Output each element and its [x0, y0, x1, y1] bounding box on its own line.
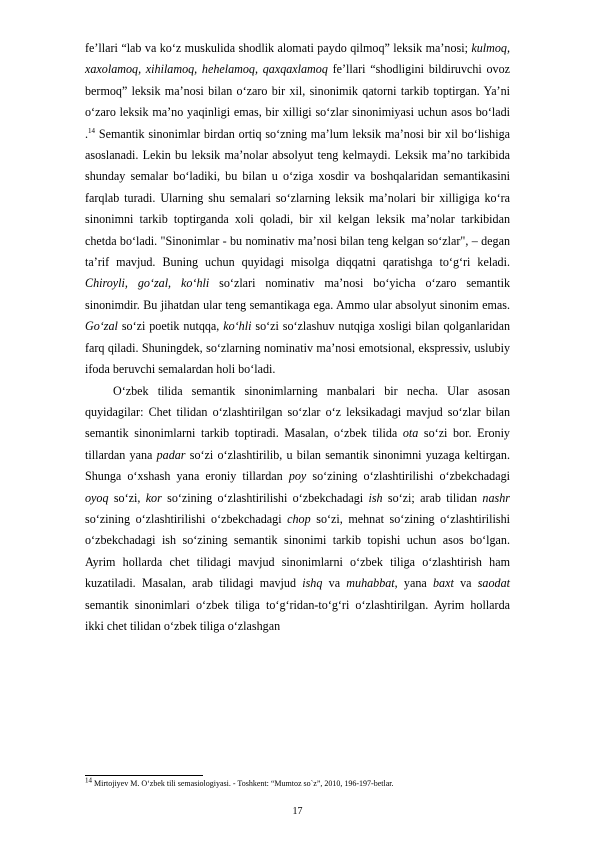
- text-run: , yana: [394, 576, 433, 591]
- italic-term: padar: [156, 447, 186, 462]
- footnote-text: Mirtojiyev M. O‘zbek tili semasiologiyasi. - Toshkent: “Mumtoz so`z”, 2010, 196-197-betlar.: [92, 779, 394, 788]
- italic-term: Go‘zal: [85, 319, 118, 334]
- text-run: va: [453, 576, 478, 591]
- italic-term: nashr: [482, 490, 510, 505]
- italic-term: kulmoq, xaxolamoq, xihilamoq, hehelamoq, qaxqaxlamoq: [85, 41, 510, 77]
- text-run: so‘zi bor. Eroniy tillardan yana: [85, 426, 510, 462]
- italic-term: oyoq: [85, 490, 109, 505]
- italic-term: baxt: [433, 576, 454, 591]
- text-run: va: [322, 576, 347, 591]
- text-run: fe’llari “lab va ko‘z muskulida shodlik alomati paydo qilmoq” leksik ma’nosi;: [85, 41, 472, 55]
- text-run: Semantik sinonimlar birdan ortiq so‘zning ma’lum leksik ma’nosi bir xil bo‘lishiga asoslanadi. Lekin bu leksik ma’nolar absolyut teng kelmaydi. Leksik ma’no tarkibida shunday semalar bo‘ladiki, bu bilan u o‘ziga xosdir va boshqalaridan semantikasini farqlab turadi. Ularning shu semalari so‘zlarning leksik ma’nolari bir xilligiga ko‘ra sinonimni tarkib toptirganda xoli qoladi, bir xil kelgan leksik ma’nolar tarkibidan chetda bo‘ladi. "Sinonimlar - bu nominativ ma’nosi bilan teng kelgan so‘zlar", – degan ta’rif mavjud. Buning uchun quyidagi misolga diqqatni qaratishga to‘g‘ri keladi.: [85, 126, 510, 270]
- footnote-marker: 14: [85, 776, 92, 785]
- text-run: semantik sinonimlari o‘zbek tiliga to‘g‘ridan-to‘g‘ri o‘zlashtirilgan. Ayrim hollarda ikki chet tilidan o‘zbek tiliga o‘zlashgan: [85, 597, 510, 633]
- text-run: O‘zbek tilida semantik sinonimlarning manbalari bir necha. Ular asosan quyidagilar: Chet tilidan o‘zlashtirilgan so‘zlar o‘z leksikadagi mavjud so‘zlar bilan semantik sinonimlarni tarkib toptiradi. Masalan, o‘zbek tilida: [85, 383, 510, 441]
- page-number: 17: [292, 806, 303, 817]
- footnote-reference: 14: [88, 126, 96, 135]
- italic-term: muhabbat: [346, 576, 395, 591]
- text-run: so‘zi; arab tilidan: [382, 490, 483, 505]
- italic-term: poy: [288, 469, 307, 484]
- page-body: [85, 38, 510, 637]
- italic-term: ko‘hli: [223, 319, 252, 334]
- text-run: so‘zi so‘zlashuv nutqiga xosligi bilan qolganlaridan farq qiladi. Shuningdek, so‘zlarning nominativ ma’nosi emotsional, ekspressiv, uslubiy ifoda beruvchi semalardan holi bo‘ladi.: [85, 319, 510, 377]
- italic-term: ish: [368, 490, 383, 505]
- text-run: so‘zi poetik nutqqa,: [117, 319, 224, 334]
- text-run: so‘zlari nominativ ma’nosi bo‘yicha o‘zaro semantik sinonimdir. Bu jihatdan ular teng semantikaga ega. Ammo ular absolyut sinonim emas.: [85, 276, 510, 312]
- paragraph-2: [85, 381, 510, 638]
- italic-term: chop: [287, 511, 311, 526]
- text-run: so‘zi,: [108, 490, 146, 505]
- italic-term: ishq: [302, 576, 323, 591]
- paragraph-1: [85, 38, 510, 381]
- italic-term: kor: [145, 490, 162, 505]
- italic-term: saodat: [477, 576, 510, 591]
- italic-term: ota: [402, 426, 419, 441]
- footnote: [85, 778, 515, 789]
- text-run: so‘zining o‘zlashtirilishi o‘zbekchadagi: [85, 511, 288, 526]
- text-run: so‘zi, mehnat so‘zining o‘zlashtirilishi o‘zbekchadagi ish so‘zining semantik sinonimi tarkib topishi uchun asos bo‘lgan. Ayrim hollarda chet tilidagi mavjud sinonimlarni o‘zbek tiliga o‘zlashtirish ham kuzatiladi. Masalan, arab tilidagi mavjud: [85, 511, 510, 591]
- italic-term: Chiroyli, go‘zal, ko‘hli: [85, 276, 210, 291]
- text-run: so‘zi o‘zlashtirilib, u bilan semantik sinonimni yuzaga keltirgan. Shunga o‘xshash yana eroniy tillardan: [85, 447, 510, 484]
- text-run: so‘zining o‘zlashtirilishi o‘zbekchadagi: [161, 490, 369, 505]
- text-run: so‘zining o‘zlashtirilishi o‘zbekchadagi: [306, 469, 510, 484]
- footnote-divider: [85, 775, 203, 776]
- text-run: fe’llari “shodligini bildiruvchi ovoz bermoq” leksik ma’nosi bilan o‘zaro bir xil, sinonimik qatorni tarkib toptirgan. Ya’ni o‘zaro leksik ma’no yaqinligi emas, bir xilligi so‘zlar sinonimiyasi uchun asos bo‘ladi .: [85, 62, 510, 141]
